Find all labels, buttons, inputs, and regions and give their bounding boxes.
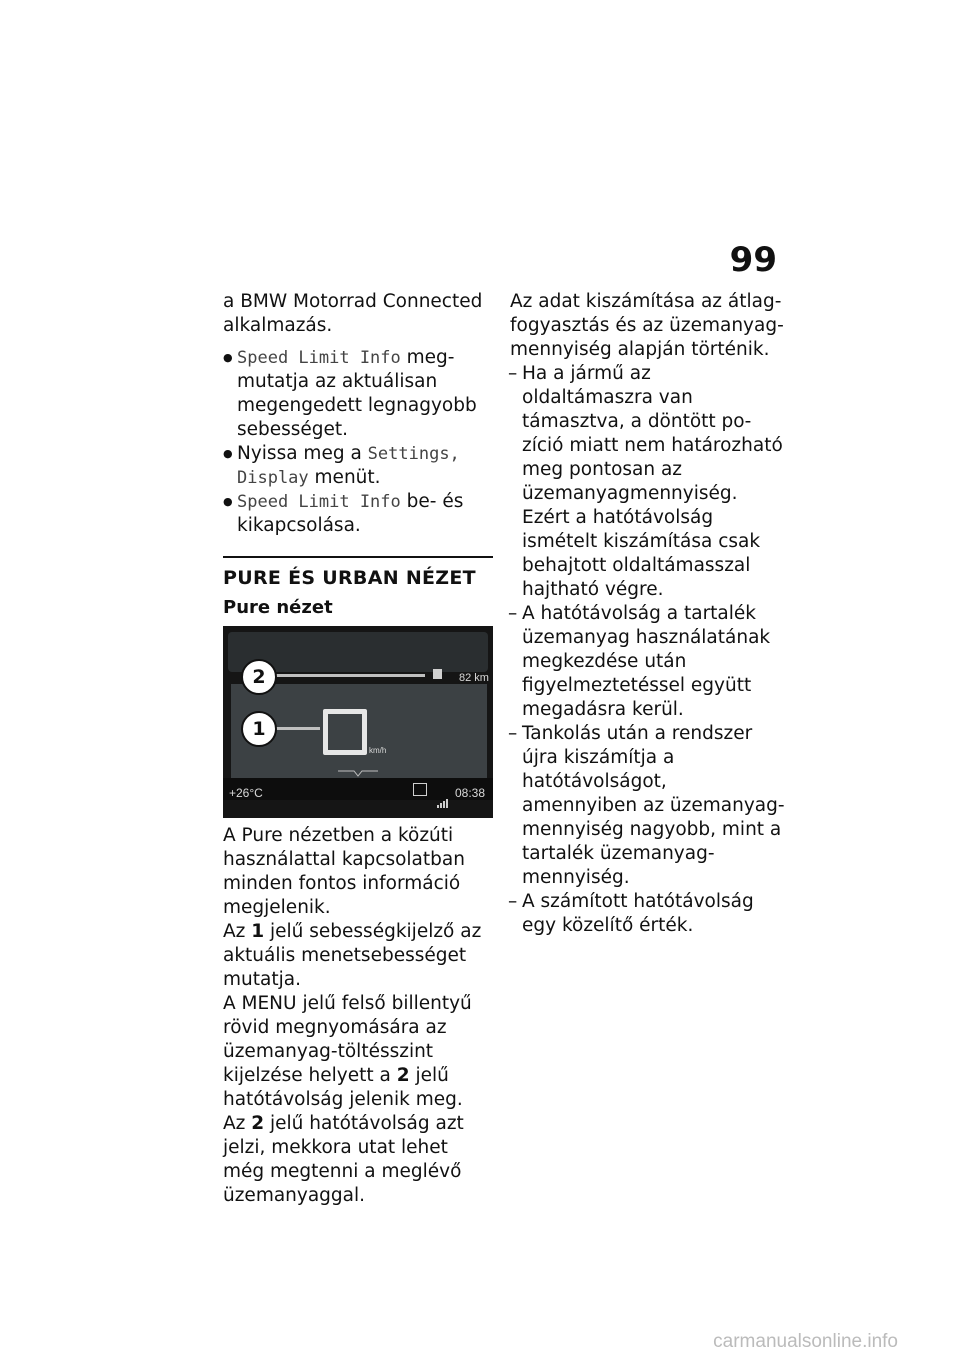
bullet-list [223,346,493,538]
signal-icon [437,784,449,808]
callout-ref: 2 [396,1065,410,1086]
paragraph: Az adat kiszámítása az átlagfogyasztás és az üzemanyagmennyiség alapján történik. [510,291,784,360]
speed-unit: km/h [369,746,387,755]
dash-list [510,362,785,938]
text-run: jelű hatótávolság azt jelzi, mekkora utat lehet még megtenni a meglévő üzemanyaggal. [223,1113,464,1206]
clock-readout: 08:38 [455,786,486,800]
paragraph [223,920,493,992]
dash-item: – Tankolás után a rendszer újra kiszámítja a hatótávolságot, amennyiben az üzemanyagmennyiség nagyobb, mint a tartalék üzemanyag-mennyiség. [510,722,785,890]
dashboard-figure [223,626,493,818]
right-column [510,290,785,938]
bullet-pre: Nyissa meg a [237,443,368,464]
bullet-text: be- és kikapcsolása. [237,491,464,536]
dash-item: – A hatótávolság a tartalék üzemanyag használatának megkezdése után figyelmeztetéssel együtt megadásra kerül. [510,602,785,722]
speed-digit-placeholder [323,709,367,755]
intro-text: a BMW Motorrad Connected alkalmazás. [223,291,483,336]
callout-1: 1 [241,711,277,747]
menu-code: Speed Limit Info [237,348,401,368]
watermark: carmanualsonline.info [713,1331,898,1352]
callout-2: 2 [241,659,277,695]
temperature-readout: +26°C [229,786,263,800]
text-run: Az [223,1113,252,1134]
callout-ref: 2 [251,1113,265,1134]
text-run: Az [223,921,252,942]
device-icon [413,783,427,796]
dashboard-status-bar [223,778,493,800]
callout-line-2 [275,674,425,677]
section-divider [223,556,493,558]
bullet-text: megmutatja az aktuálisan megengedett legnagyobb sebességet. [237,347,477,440]
left-column [223,290,493,1208]
bullet-text: menüt. [308,467,381,488]
menu-code: Settings, Display [237,444,460,488]
range-readout: 82 km [459,672,489,684]
chevron-down-icon [338,770,378,778]
bullet-item [223,442,493,490]
page-number: 99 [729,240,777,280]
paragraph: A Pure nézetben a közúti használattal kapcsolatban minden fontos információ megjelenik. [223,825,465,918]
text-run: jelű sebességkijelző az aktuális menetsebességet mutatja. [223,921,482,990]
paragraph [223,992,493,1112]
dash-item: – Ha a jármű az oldaltámaszra van támasztva, a döntött pozíció miatt nem határozható meg pontosan az üzemanyagmennyiség. Ezért a hatótávolság ismételt kiszámítása csak behajtott oldaltámasszal hajtható végre. [510,362,785,602]
section-heading: PURE ÉS URBAN NÉZET [223,567,476,589]
subsection-heading: Pure nézet [223,597,333,618]
text-run: jelű hatótávolság jelenik meg. [223,1065,463,1110]
menu-code: Speed Limit Info [237,492,401,512]
bullet-item [223,346,493,442]
callout-ref: 1 [251,921,265,942]
fuel-pump-icon [433,669,442,679]
text-run: A MENU jelű felső billentyű rövid megnyomására az üzemanyag-töltésszint kijelzése helyett a [223,993,472,1086]
paragraph [223,1112,493,1208]
callout-line-1 [275,727,320,730]
dash-item: – A számított hatótávolság egy közelítő érték. [510,890,785,938]
bullet-item [223,490,493,538]
